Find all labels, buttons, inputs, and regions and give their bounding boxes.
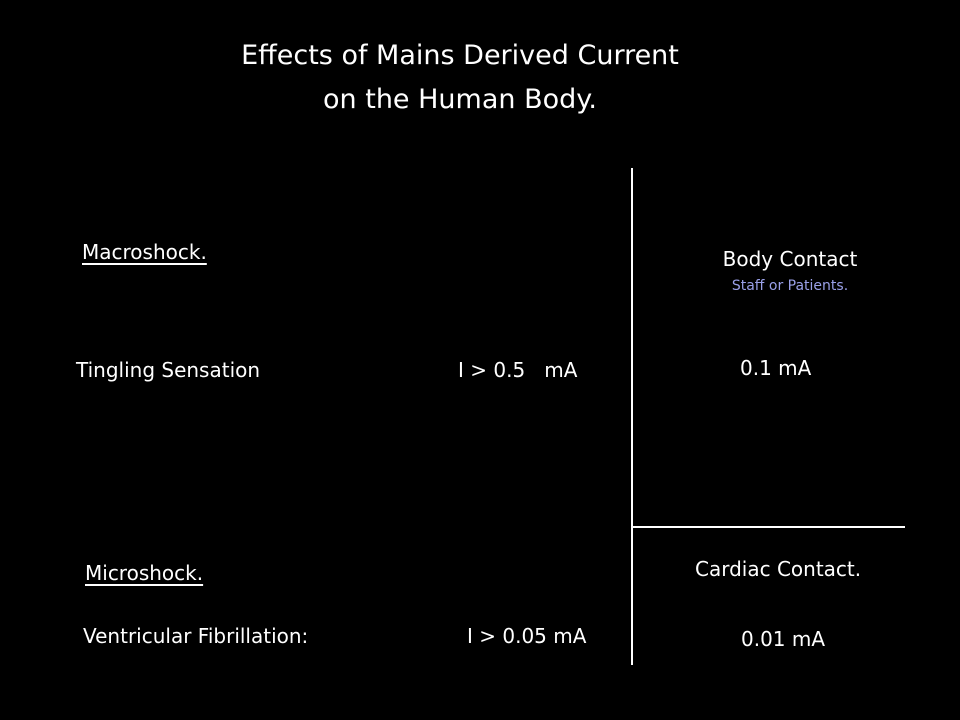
vertical-divider [631, 168, 633, 665]
body-contact-heading: Body Contact [722, 247, 858, 271]
macroshock-threshold: I > 0.5 mA [458, 358, 578, 382]
microshock-heading: Microshock. [85, 561, 204, 585]
slide-title-line-1: Effects of Mains Derived Current [241, 40, 679, 71]
body-contact-value: 0.1 mA [740, 356, 812, 380]
horizontal-divider [632, 526, 905, 528]
microshock-threshold: I > 0.05 mA [467, 624, 587, 648]
microshock-effect: Ventricular Fibrillation: [83, 624, 309, 648]
body-contact-note: Staff or Patients. [731, 278, 849, 294]
slide-title-line-2: on the Human Body. [323, 84, 597, 115]
cardiac-contact-heading: Cardiac Contact. [695, 557, 862, 581]
macroshock-heading: Macroshock. [82, 240, 207, 264]
macroshock-effect: Tingling Sensation [76, 358, 261, 382]
cardiac-contact-value: 0.01 mA [741, 627, 826, 651]
